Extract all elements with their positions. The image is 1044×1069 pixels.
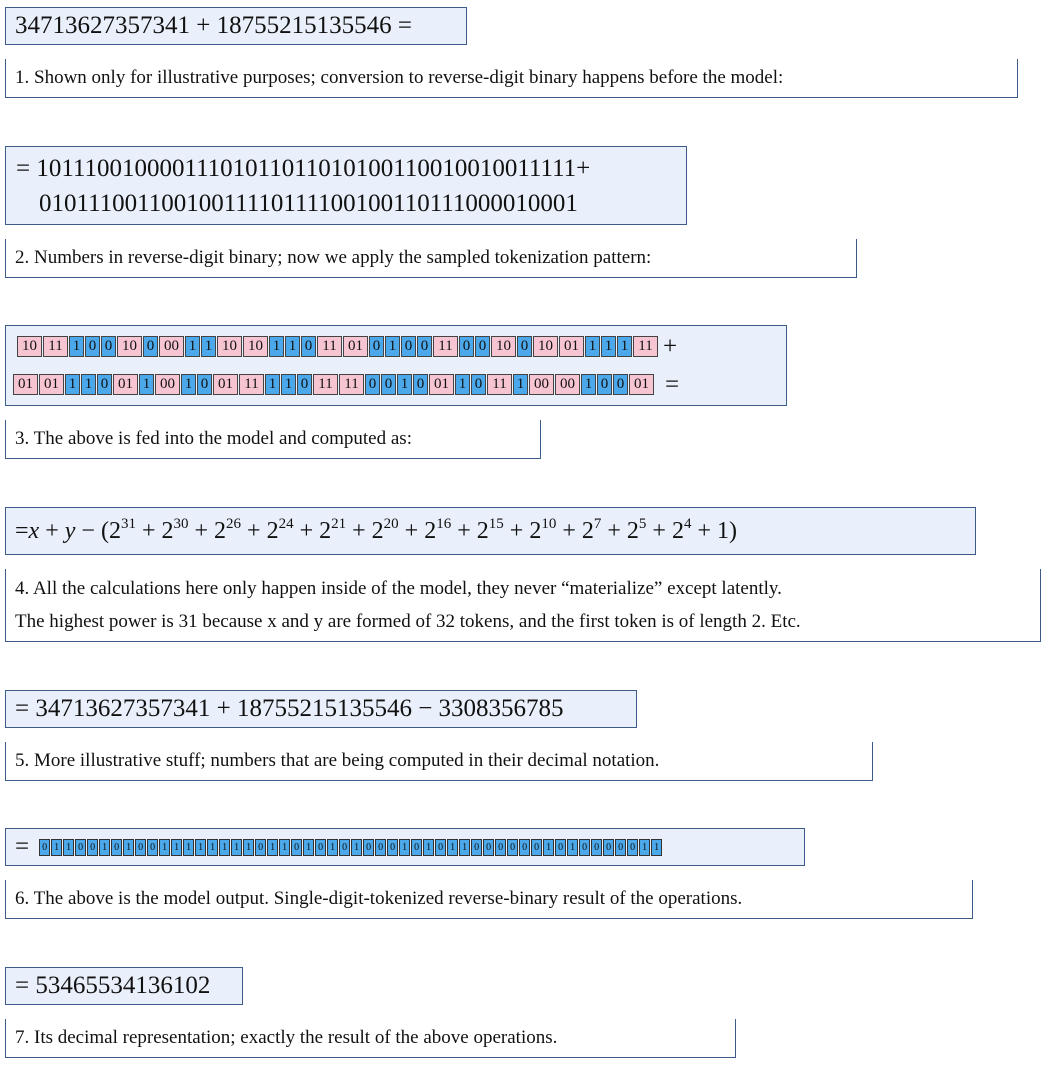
x-token: 00 (159, 336, 184, 357)
plus-symbol: + (663, 332, 678, 360)
x-token: 1 (285, 336, 300, 357)
power-term (371, 515, 399, 544)
power-base: 2 (371, 517, 384, 544)
x-token: 0 (101, 336, 116, 357)
power-term (108, 515, 136, 544)
output-bit-token: 1 (423, 839, 434, 856)
power-separator: + (398, 517, 425, 544)
power-base: 2 (671, 517, 684, 544)
power-exponent: 20 (383, 515, 399, 532)
output-bit-token: 1 (231, 839, 242, 856)
tokenized-box (5, 325, 787, 406)
power-exponent: 15 (488, 515, 504, 532)
power-base: 2 (319, 517, 332, 544)
output-bit-token: 1 (183, 839, 194, 856)
y-token: 0 (471, 374, 486, 395)
step3-note (5, 420, 541, 459)
output-bit-token: 1 (567, 839, 578, 856)
y-token: 1 (281, 374, 296, 395)
output-bit-token: 1 (327, 839, 338, 856)
step7-text: 7. Its decimal representation; exactly the result of the above operations. (15, 1027, 558, 1048)
y-token: 11 (487, 374, 512, 395)
y-token: 01 (39, 374, 64, 395)
x-token: 0 (143, 336, 158, 357)
result-value: = 53465534136102 (15, 972, 211, 999)
power-separator: + (135, 517, 162, 544)
power-exponent: 4 (683, 515, 692, 532)
power-term (581, 515, 602, 544)
output-bit-token: 0 (471, 839, 482, 856)
y-token: 1 (581, 374, 596, 395)
output-bit-token: 0 (75, 839, 86, 856)
y-token: 0 (197, 374, 212, 395)
power-base: 2 (266, 517, 279, 544)
x-token: 1 (269, 336, 284, 357)
y-token: 0 (297, 374, 312, 395)
output-bit-token: 0 (579, 839, 590, 856)
power-separator: + (293, 517, 320, 544)
formula-x: x (28, 517, 40, 544)
formula-plus: + (39, 517, 65, 544)
output-bit-token: 1 (447, 839, 458, 856)
power-separator: + (451, 517, 477, 544)
x-token: 0 (369, 336, 384, 357)
step7-note (5, 1019, 736, 1058)
output-bit-token: 0 (435, 839, 446, 856)
x-token: 0 (301, 336, 316, 357)
y-token: 01 (213, 374, 238, 395)
output-bit-token: 1 (171, 839, 182, 856)
y-token: 01 (113, 374, 138, 395)
y-token: 00 (155, 374, 180, 395)
output-bit-token: 1 (639, 839, 650, 856)
step2-text: 2. Numbers in reverse-digit binary; now we apply the sampled tokenization pattern: (15, 247, 652, 268)
output-bit-token: 1 (51, 839, 62, 856)
output-bit-token: 0 (495, 839, 506, 856)
formula-tail: + 1) (691, 517, 737, 544)
x-token: 0 (85, 336, 100, 357)
output-bit-token: 1 (159, 839, 170, 856)
token-list-y (13, 374, 655, 395)
power-exponent: 31 (120, 515, 136, 532)
power-base: 2 (626, 517, 639, 544)
y-token: 0 (613, 374, 628, 395)
x-token: 1 (585, 336, 600, 357)
power-separator: + (503, 517, 530, 544)
power-base: 2 (108, 517, 121, 544)
step5-text: 5. More illustrative stuff; numbers that are being computed in their decimal notation. (15, 750, 660, 771)
power-term (214, 515, 242, 544)
x-token: 0 (459, 336, 474, 357)
output-box (5, 828, 805, 866)
output-bit-token: 0 (387, 839, 398, 856)
x-token: 1 (69, 336, 84, 357)
step6-text: 6. The above is the model output. Single-digit-tokenized reverse-binary result of the operations. (15, 888, 743, 909)
x-token: 01 (343, 336, 368, 357)
output-bit-token: 1 (99, 839, 110, 856)
y-token: 11 (239, 374, 264, 395)
power-separator: + (346, 517, 372, 544)
y-token: 1 (397, 374, 412, 395)
y-token: 1 (139, 374, 154, 395)
header-expression: 34713627357341 + 18755215135546 = (15, 12, 412, 39)
power-term (266, 515, 294, 544)
formula-open: − ( (75, 517, 109, 544)
token-row-y (13, 371, 679, 399)
output-bit-token: 0 (87, 839, 98, 856)
power-exponent: 10 (541, 515, 557, 532)
output-bit-token: 1 (123, 839, 134, 856)
x-token: 10 (117, 336, 142, 357)
output-bit-token: 0 (39, 839, 50, 856)
y-token: 0 (597, 374, 612, 395)
output-bit-token: 0 (483, 839, 494, 856)
output-bit-token: 1 (543, 839, 554, 856)
output-bit-token: 0 (315, 839, 326, 856)
x-token: 11 (43, 336, 68, 357)
output-bit-token: 1 (243, 839, 254, 856)
y-token: 00 (529, 374, 554, 395)
output-bit-token: 1 (207, 839, 218, 856)
y-token: 1 (265, 374, 280, 395)
x-token: 11 (633, 336, 658, 357)
output-bit-token: 0 (363, 839, 374, 856)
step1-note (5, 59, 1018, 98)
y-token: 11 (339, 374, 364, 395)
output-bit-token: 1 (351, 839, 362, 856)
output-bit-token: 0 (507, 839, 518, 856)
result-box (5, 967, 243, 1005)
output-bit-token: 1 (63, 839, 74, 856)
power-exponent: 5 (638, 515, 647, 532)
output-bit-token: 0 (255, 839, 266, 856)
x-token: 1 (601, 336, 616, 357)
formula-powers (108, 515, 692, 545)
y-token: 0 (365, 374, 380, 395)
power-term (529, 515, 557, 544)
output-bit-token: 0 (147, 839, 158, 856)
x-token: 0 (517, 336, 532, 357)
power-separator: + (601, 517, 627, 544)
step4-line-2: The highest power is 31 because x and y are formed of 32 tokens, and the first token is of length 2. Etc. (15, 611, 801, 632)
power-base: 2 (214, 517, 227, 544)
output-bit-token: 1 (399, 839, 410, 856)
step4-note (5, 569, 1041, 642)
output-bit-token: 0 (375, 839, 386, 856)
binary-box (5, 146, 687, 225)
power-term (626, 515, 647, 544)
equals-symbol: = (665, 370, 680, 398)
output-bit-token: 0 (615, 839, 626, 856)
power-term (161, 515, 189, 544)
output-bit-token: 0 (411, 839, 422, 856)
power-exponent: 26 (226, 515, 242, 532)
output-bit-token: 1 (219, 839, 230, 856)
power-separator: + (646, 517, 672, 544)
x-token: 1 (185, 336, 200, 357)
power-exponent: 16 (436, 515, 452, 532)
step4-line-1: 4. All the calculations here only happen inside of the model, they never “materialize” except latently. (15, 578, 782, 599)
y-token: 1 (81, 374, 96, 395)
y-token: 00 (555, 374, 580, 395)
header-expression-box (5, 7, 467, 45)
step1-text: 1. Shown only for illustrative purposes; conversion to reverse-digit binary happens before the model: (15, 67, 784, 88)
power-exponent: 7 (593, 515, 602, 532)
output-bit-token: 0 (603, 839, 614, 856)
formula-prefix: = (15, 517, 29, 544)
step2-note (5, 239, 857, 278)
power-separator: + (241, 517, 267, 544)
token-list-x (17, 336, 659, 357)
decimal-expression-box (5, 690, 637, 728)
x-token: 1 (617, 336, 632, 357)
step3-text: 3. The above is fed into the model and computed as: (15, 428, 412, 449)
x-token: 10 (491, 336, 516, 357)
output-bit-token: 1 (267, 839, 278, 856)
power-term (671, 515, 692, 544)
x-token: 10 (533, 336, 558, 357)
power-separator: + (188, 517, 215, 544)
y-token: 0 (97, 374, 112, 395)
y-token: 1 (513, 374, 528, 395)
step6-note (5, 880, 973, 919)
power-base: 2 (424, 517, 437, 544)
x-token: 11 (317, 336, 342, 357)
power-term (424, 515, 452, 544)
output-bit-token: 0 (339, 839, 350, 856)
y-token: 01 (629, 374, 654, 395)
x-token: 0 (475, 336, 490, 357)
y-token: 1 (181, 374, 196, 395)
power-base: 2 (161, 517, 174, 544)
output-bit-token: 0 (555, 839, 566, 856)
output-bit-token: 0 (627, 839, 638, 856)
formula-y: y (64, 517, 76, 544)
output-prefix: = (15, 833, 30, 860)
y-token: 01 (13, 374, 38, 395)
x-token: 11 (433, 336, 458, 357)
y-token: 1 (65, 374, 80, 395)
power-exponent: 24 (278, 515, 294, 532)
binary-line-1: = 10111001000011101011011010100110010010011111+ (16, 154, 591, 182)
x-token: 10 (17, 336, 42, 357)
output-bit-token: 0 (519, 839, 530, 856)
power-exponent: 30 (173, 515, 189, 532)
output-bit-token: 1 (279, 839, 290, 856)
x-token: 01 (559, 336, 584, 357)
x-token: 0 (401, 336, 416, 357)
y-token: 01 (429, 374, 454, 395)
output-bit-token: 1 (303, 839, 314, 856)
output-bit-token: 0 (291, 839, 302, 856)
power-base: 2 (476, 517, 489, 544)
power-term (476, 515, 504, 544)
x-token: 1 (385, 336, 400, 357)
power-term (319, 515, 347, 544)
binary-line-2: 01011100110010011110111100100110111000010001 (39, 189, 578, 217)
x-token: 0 (417, 336, 432, 357)
power-base: 2 (529, 517, 542, 544)
y-token: 0 (413, 374, 428, 395)
x-token: 10 (217, 336, 242, 357)
decimal-expression: = 34713627357341 + 18755215135546 − 3308356785 (15, 695, 564, 722)
y-token: 11 (313, 374, 338, 395)
power-exponent: 21 (331, 515, 347, 532)
output-bit-token: 1 (459, 839, 470, 856)
x-token: 1 (201, 336, 216, 357)
output-bit-token: 0 (111, 839, 122, 856)
output-bit-token: 0 (531, 839, 542, 856)
x-token: 10 (243, 336, 268, 357)
step5-note (5, 742, 873, 781)
token-row-x (17, 333, 677, 361)
formula-box (5, 507, 976, 555)
y-token: 1 (455, 374, 470, 395)
output-bit-token: 0 (591, 839, 602, 856)
power-base: 2 (581, 517, 594, 544)
output-bit-token: 1 (651, 839, 662, 856)
output-bit-token: 0 (135, 839, 146, 856)
power-separator: + (556, 517, 582, 544)
y-token: 0 (381, 374, 396, 395)
output-bit-token: 1 (195, 839, 206, 856)
output-bit-list (39, 839, 663, 856)
